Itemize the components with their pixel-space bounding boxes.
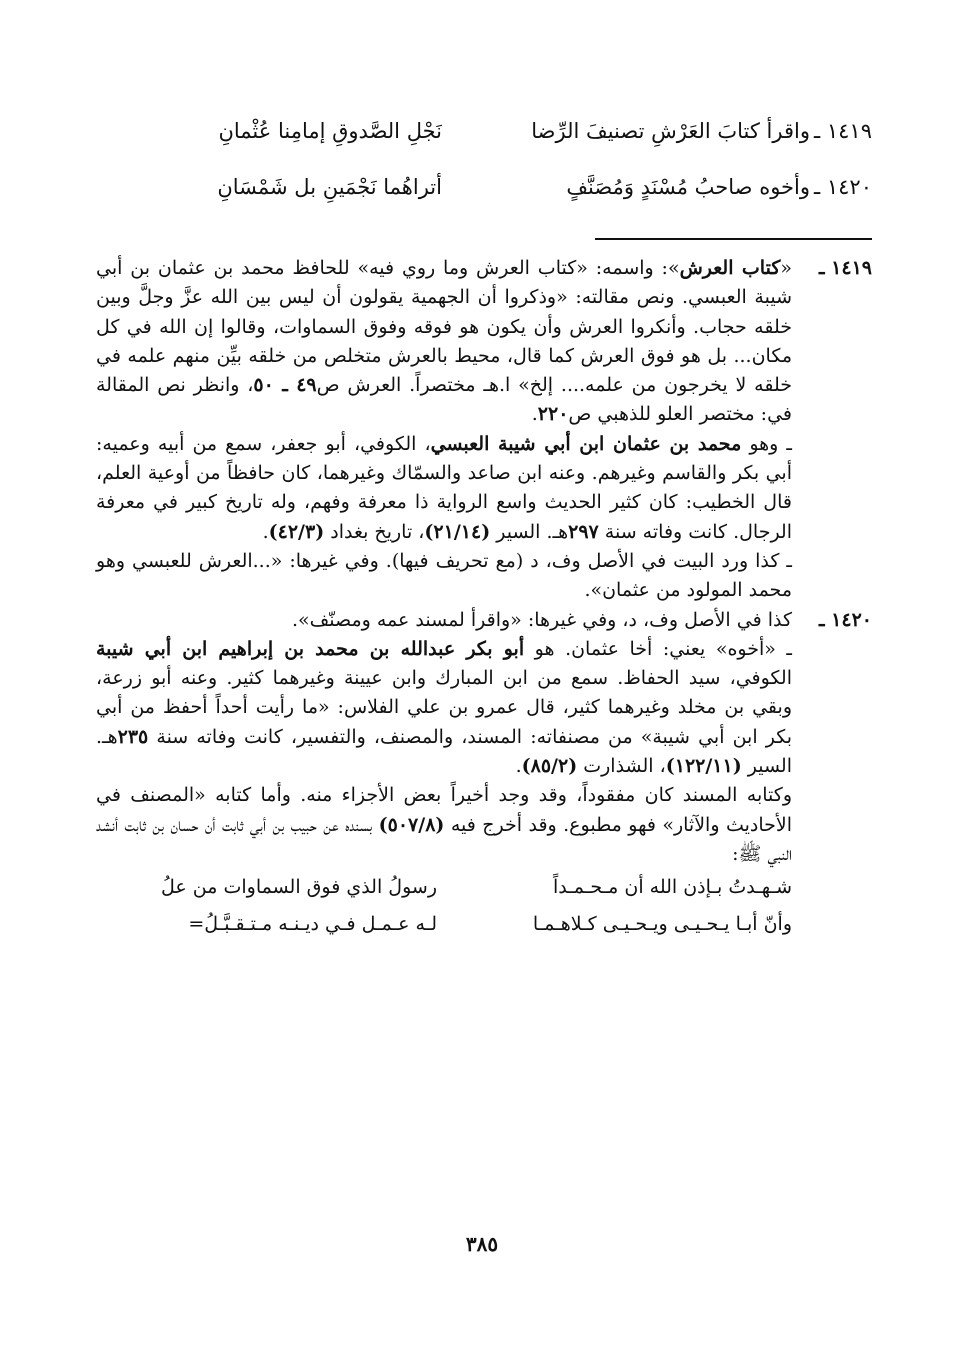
verse-second-hemistich: نَجْلِ الصَّدوقِ إمامِنا عُثْمانِ [218, 119, 442, 143]
footnote-text: ـ وهو محمد بن عثمان ابن أبي شيبة العبسي، الكوفي، أبو جعفر، سمع من أبيه وعميه: أبي بكر والقاسم وغيرهم. وعنه ابن صاعد والسمّاك وغيرهما، كان حافظاً من أوعية العلم، قال الخطيب: كان كثير الحديث واسع الرواية ذا معرفة وفهم، وله تاريخ كبير في معرفة الرجال. كانت وفاته سنة ٢٩٧هـ. السير (٢١/١٤)، تاريخ بغداد (٤٢/٣). [96, 432, 792, 543]
footnote-entry [96, 254, 872, 430]
footnote-text: «كتاب العرش»: واسمه: «كتاب العرش وما روي فيه» للحافظ محمد بن عثمان بن أبي شيبة العبسي. ونص مقالته: «وذكروا أن الجهمية يقولون أن ليس بين الله عزَّ وجلَّ وبين خلقه حجاب. وأنكروا العرش وأن يكون هو فوقه وفوق السماوات، وقالوا إن الله في كل مكان... بل هو فوق العرش كما قال، محيط بالعرش متخلص من خلقه بيِّن منهم علمه في خلقه لا يخرجون من علمه.... إلخ» ا.هـ مختصراً. العرش ص٤٩ ـ ٥٠، وانظر نص المقالة في: مختصر العلو للذهبي ص٢٢٠. [96, 257, 792, 426]
footnote-entry [96, 606, 872, 635]
poem-first-hemistich: وأنّ أبـا يـحـيـى ويـحـيـى كـلاهـمـا [532, 913, 792, 936]
verse-second-hemistich: أتراهُما نَجْمَينِ بل شَمْسَانِ [217, 175, 442, 199]
footnote-number: ١٤٢٠ ـ [818, 608, 872, 631]
footnote-paragraph [96, 635, 872, 781]
footnotes [96, 254, 872, 943]
quoted-poem [96, 869, 872, 943]
poem-first-hemistich: شـهـدتُ بـإذن الله أن مـحـمـداً [552, 876, 792, 899]
page-number: ٣٨٥ [465, 1232, 499, 1256]
poem-line [96, 906, 792, 943]
poem-second-hemistich: لـه عـمـل فـي ديـنـه مـتـقـبَّـلُ= [188, 913, 437, 936]
footnote-text: ـ كذا ورد البيت في الأصل وف، د (مع تحريف فيها). وفي غيرها: «...العرش للعبسي وهو محمد المولود من عثمان». [96, 549, 792, 602]
verse-number: ١٤١٩ ـ [814, 119, 872, 143]
verse-number: ١٤٢٠ ـ [814, 175, 872, 199]
footnote-text: وكتابه المسند كان مفقوداً، وقد وجد أخيراً بعض الأجزاء منه. وأما كتابه «المصنف في الأحاديث والآثار» فهو مطبوع. وقد أخرج فيه (٥٠٧/٨) بسنده عن حبيب بن أبي ثابت أن حسان بن ثابت أنشد النبي ﷺ: [96, 784, 793, 865]
footnote-paragraph [96, 430, 872, 547]
footnote-text: ـ «أخوه» يعني: أخا عثمان. هو أبو بكر عبدالله بن محمد بن إبراهيم ابن أبي شيبة الكوفي، سيد الحفاظ. سمع من ابن المبارك وابن عيينة وغيرهما كثير. وعنه أبو زرعة، وبقي بن مخلد وغيرهما كثير، قال عمرو بن علي الفلاس: «ما رأيت أحداً أحفظ من أبي بكر ابن أبي شيبة» من مصنفاته: المسند، والمصنف، والتفسير، كانت وفاته سنة ٢٣٥هـ. السير (١٢٢/١١)، الشذارت (٨٥/٢). [96, 637, 793, 778]
footnote-divider [595, 238, 872, 240]
verse-first-hemistich: واقرأ كتابَ العَرْشِ تصنيفَ الرِّضا [531, 119, 810, 143]
footnote-paragraph [96, 547, 872, 606]
poem-second-hemistich: رسولُ الذي فوق السماوات من علُ [161, 876, 437, 899]
poem-line [96, 869, 792, 906]
footnote-text: كذا في الأصل وف، د، وفي غيرها: «واقرأ لمسند عمه ومصنّف». [291, 608, 792, 631]
verse-first-hemistich: وأخوه صاحبُ مُسْنَدٍ وَمُصَنَّفٍ [566, 175, 810, 199]
verse-line [92, 167, 872, 207]
footnote-paragraph [96, 781, 872, 869]
footnote-number: ١٤١٩ ـ [818, 257, 872, 279]
verse-line [92, 111, 872, 151]
